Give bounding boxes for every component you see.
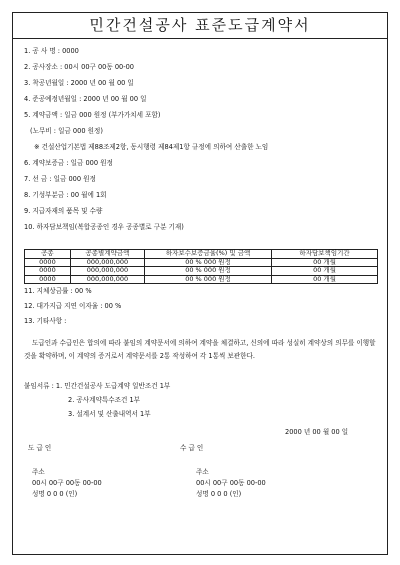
agreement-paragraph: 도급인과 수급인은 합의에 따라 붙임의 계약문서에 의하여 계약을 체결하고, 신의에 따라 성실히 계약상의 의무를 이행할 것을 확약하며, 이 계약의 증거로서 계약문서를 2통 작성하여 각 1통씩 보관한다. <box>24 339 376 360</box>
defect-liability-table <box>24 249 378 284</box>
item-defect-liability: 10. 하자담보책임(복합공종인 경우 공종별로 구분 기재) <box>24 223 184 231</box>
table-header-row <box>25 250 378 259</box>
table-cell: 00 % 000 원정 <box>145 258 272 267</box>
attachment-1: 붙임서류 : 1. 민간건설공사 도급계약 일반조건 1부 <box>24 382 171 390</box>
document-title: 민간건설공사 표준도급계약서 <box>12 12 388 39</box>
table-cell: 0000 <box>25 258 71 267</box>
item-completion-date: 4. 준공예정년월일 : 2000 년 00 월 00 일 <box>24 95 147 103</box>
table-header: 공종 <box>25 250 71 259</box>
table-cell: 0000 <box>25 275 71 284</box>
item-project-name: 1. 공 사 명 : 0000 <box>24 47 79 55</box>
item-labor-note: ※ 건설산업기본법 제88조제2항, 동시행령 제84제1항 규정에 의하여 산출한 노임 <box>34 143 269 151</box>
contractor-name: 성명 0 0 0 (인) <box>32 490 78 498</box>
item-start-date: 3. 착공년월일 : 2000 년 00 월 00 일 <box>24 79 134 87</box>
contract-date: 2000 년 00 월 00 일 <box>285 428 349 436</box>
receiver-address: 00시 00구 00동 00-00 <box>196 479 266 487</box>
item-supplied-materials: 9. 지급자재의 품목 및 수량 <box>24 207 103 215</box>
table-header: 하자담보책임기간 <box>272 250 378 259</box>
item-progress-payment: 8. 기성부분금 : 00 월에 1회 <box>24 191 107 199</box>
contractor-label: 도 급 인 <box>28 444 52 452</box>
table-header: 공종별계약금액 <box>70 250 144 259</box>
table-cell: 00 % 000 원정 <box>145 275 272 284</box>
item-late-interest: 12. 대가지급 지연 이자율 : 00 % <box>24 302 122 310</box>
table-cell: 00 개월 <box>272 267 378 276</box>
table-cell: 000,000,000 <box>70 275 144 284</box>
table-cell: 000,000,000 <box>70 258 144 267</box>
item-labor-cost: (노무비 : 일금 000 원정) <box>30 127 103 135</box>
attachment-3: 3. 설계서 및 산출내역서 1부 <box>68 410 151 418</box>
item-advance-payment: 7. 선 금 : 일금 000 원정 <box>24 175 96 183</box>
table-row <box>25 275 378 284</box>
receiver-label: 수 급 인 <box>180 444 204 452</box>
table-header: 하자보수보증금율(%) 및 금액 <box>145 250 272 259</box>
item-other-matters: 13. 기타사항 : <box>24 317 67 325</box>
table-cell: 00 개월 <box>272 258 378 267</box>
item-contract-deposit: 6. 계약보증금 : 일금 000 원정 <box>24 159 113 167</box>
item-project-location: 2. 공사장소 : 00시 00구 00동 00-00 <box>24 63 135 71</box>
receiver-address-label: 주소 <box>196 468 209 476</box>
item-contract-amount: 5. 계약금액 : 일금 000 원정 (부가가치세 포함) <box>24 111 161 119</box>
item-delay-penalty: 11. 지체상금률 : 00 % <box>24 287 92 295</box>
table-row <box>25 267 378 276</box>
table-cell: 00 개월 <box>272 275 378 284</box>
table-cell: 000,000,000 <box>70 267 144 276</box>
table-cell: 00 % 000 원정 <box>145 267 272 276</box>
contractor-address: 00시 00구 00동 00-00 <box>32 479 102 487</box>
table-cell: 0000 <box>25 267 71 276</box>
contractor-address-label: 주소 <box>32 468 45 476</box>
receiver-name: 성명 0 0 0 (인) <box>196 490 242 498</box>
attachment-2: 2. 공사계약특수조건 1부 <box>68 396 141 404</box>
